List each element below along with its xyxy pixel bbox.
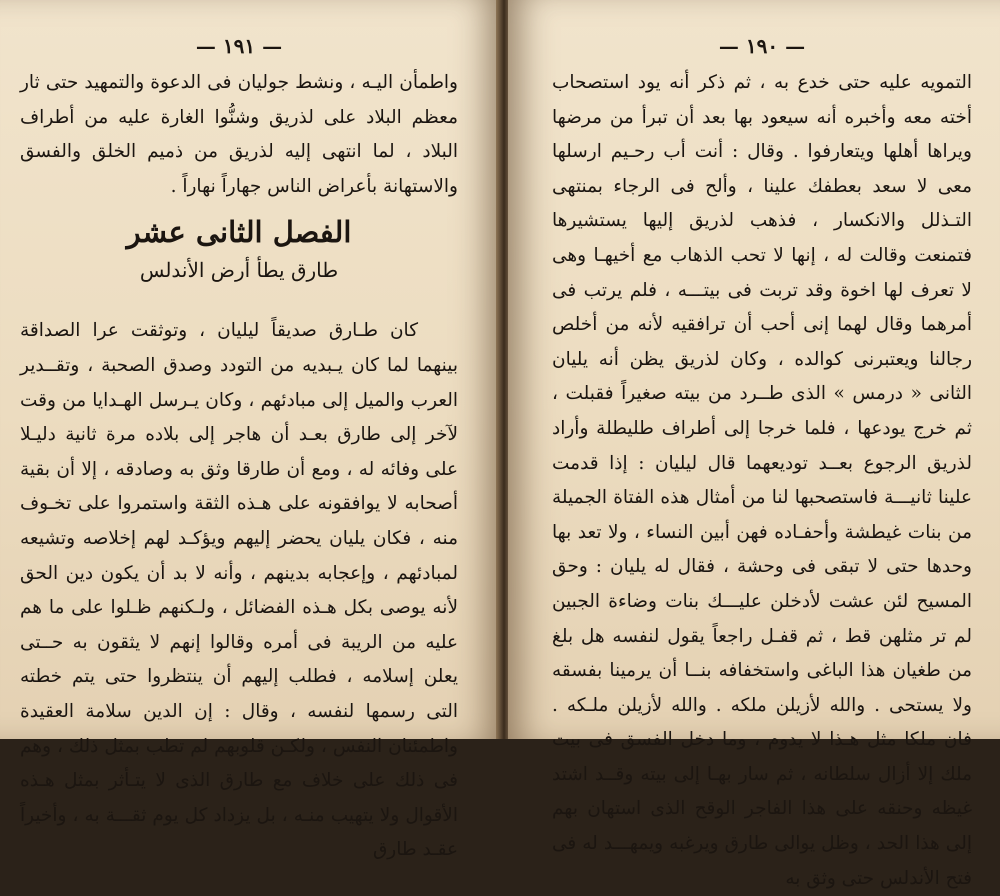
right-page-text <box>552 66 972 896</box>
page-number-190: — ١٩٠ — <box>718 34 806 58</box>
chapter-subtitle: طارق يطأ أرض الأندلس <box>139 258 339 283</box>
chapter-title: الفصل الثانى عشر <box>126 215 352 250</box>
right-page-paragraph: التمويه عليه حتى خدع به ، ثم ذكر أنه يود استصحاب أخته معه وأخبره أنه سيعود بها بعد أن تبرأ من مرضها ويراها أهلها ويتعارفوا . وقال : أنت أب رحـيم ارسلها معى لا سعد بعطفك علينا ، وألح فى الرجاء بمنتهى التـذلل والانكسار ، فذهب لذريق إليها يستشيرها فتمنعت وقالت له ، إنها لا تحب الذهاب مع أخيهـا وهى لا تعرف لها اخوة وقد تربت فى بيتـــه ، فلم يرتب فى أمرهما وقال لهما إنى أحب أن ترافقيه لأنه من أخلص رجالنا ويعتبرنى كوالده ، وكان لذريق يظن أنه يليان الثانى « درمس » الذى طــرد من بيته صغيراً فقبلت ، ثم خرج يودعها ، فلما خرجا إلى أطراف طليطلة وأراد لذريق الرجوع بعــد توديعهما قال ليليان : إذا قدمت علينا ثانيـــة فاستصحبها لنا من أمثال هذه الفتاة الجميلة من بنات غيطشة وأحفـاده فهن أبين النساء ، ولا تعد بها وحدها حتى لا تبقى فى وحشة ، فقال له يليان : وحق المسيح لئن عشت لأدخلن عليـــك بنات وضاءة الجبين لم تر مثلهن قط ، ثم قفـل راجعاً يقول لنفسه هل بلغ من طغيان هذا الباغى واستخفافه بنــا أن يرمينا بفسقه ولا يستحى . والله لأزيلن ملكه . والله لأزيلن ملـكه . فان ملكا مثل هـذا لا يدوم ، وما دخل الفسق فى بيت ملك إلا أزال سلطانه ، ثم سار بهـا إلى بيته وقــد اشتد غيظه وحنقه على هذا الفاجر الوقح الذى استهان بهم إلى هذا الحد ، وظل يوالى طارق ويرغبه ويمهـــد له فى فتح الأندلس حتى وثق به <box>552 72 972 889</box>
chapter-body-paragraph: كان طـارق صديقاً ليليان ، وتوثقت عرا الصداقة بينهما لما كان يـبديه من التودد وصدق الصحبة ، وتقــدير العرب والميل إلى مبادئهم ، وكان يـرسل الهـدايا من وقت لآخر إلى طارق بعـد أن هاجر إلى بلاده مرة ثانية دليـلا على وفائه له ، ومع أن طارقا وثق به وصادقه ، إلا أن بقية أصحابه لا يوافقونه على هـذه الثقة واستمروا على تخـوف منه ، فكان يليان يحضر إليهم ويؤكـد لهم إخلاصه وتشيعه لمبادئهم ، وإعجابه بدينهم ، وأنه لا بد أن يكون دين الحق لأنه يوصى بكل هـذه الفضائل ، ولـكنهم ظـلوا على ما هم عليه من الريبة فى أمره وقالوا إنهم لا يثقون به حــتى يعلن إسلامه ، فطلب إليهم أن ينتظروا حتى يتم خطته التى رسمها لنفسه ، وقال : إن الدين سلامة العقيدة واطمئنان النفس ، ولكـن قلوبهم لم تطب بمثل ذلك ، وهم فى ذلك على خلاف مع طارق الذى لا يتـأثر بمثل هـذه الأقوال ولا يتهيب منـه ، بل يزداد كل يوم ثقـــة به ، وأخيراً عقـد طارق <box>20 320 458 861</box>
chapter-body <box>20 314 458 868</box>
left-page <box>0 0 500 861</box>
left-page-text <box>20 66 458 204</box>
opening-paragraph: واطمأن اليـه ، ونشط جوليان فى الدعوة والتمهيد حتى ثار معظم البلاد على لذريق وشنُّوا الغارة عليه من أطراف البلاد ، لما انتهى إليه لذريق من ذميم الخلق والفسق والاستهانة بأعراض الناس جهاراً نهاراً . <box>20 72 458 197</box>
right-page <box>508 0 1000 889</box>
page-number-191: — ١٩١ — <box>195 34 283 58</box>
